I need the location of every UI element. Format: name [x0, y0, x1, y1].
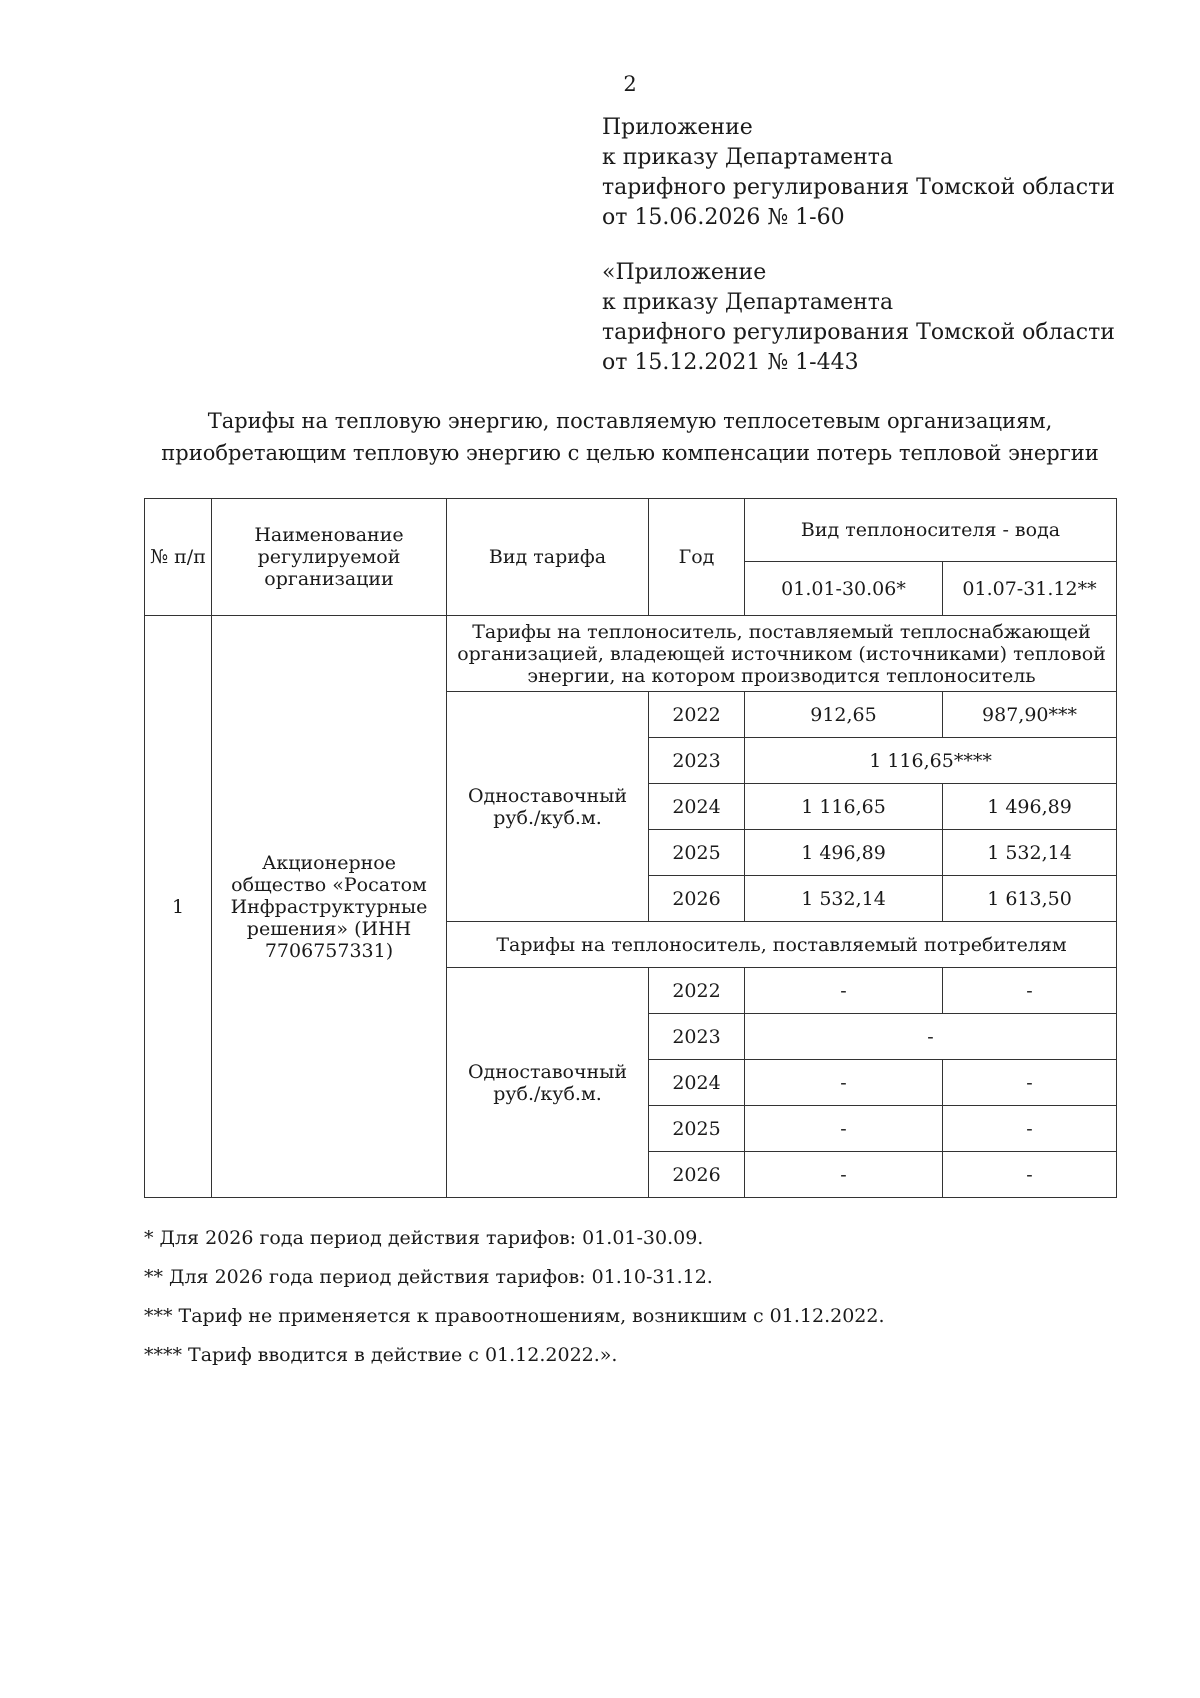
year-cell: 2024	[649, 784, 745, 830]
header-num: № п/п	[145, 499, 212, 616]
year-cell: 2025	[649, 1106, 745, 1152]
appendix-previous-header	[602, 258, 1115, 378]
header-tariff-type: Вид тарифа	[447, 499, 649, 616]
value-cell: 1 496,89	[745, 830, 943, 876]
header-period-2: 01.07-31.12**	[943, 562, 1117, 616]
year-cell: 2024	[649, 1060, 745, 1106]
value-cell: 987,90***	[943, 692, 1117, 738]
appendix-line: «Приложение	[602, 260, 767, 285]
value-cell: -	[745, 1152, 943, 1198]
footnote: ** Для 2026 года период действия тарифов: 01.10-31.12.	[144, 1266, 713, 1288]
value-cell: -	[745, 968, 943, 1014]
value-cell: 912,65	[745, 692, 943, 738]
title-line: приобретающим тепловую энергию с целью компенсации потерь тепловой энергии	[161, 441, 1099, 465]
footnote: *** Тариф не применяется к правоотношениям, возникшим с 01.12.2022.	[144, 1305, 885, 1327]
header-row	[145, 499, 1117, 562]
appendix-line: к приказу Департамента	[602, 290, 894, 315]
appendix-line: тарифного регулирования Томской области	[602, 175, 1115, 200]
tariff-table	[144, 498, 1117, 1198]
value-cell: 1 613,50	[943, 876, 1117, 922]
value-cell: -	[745, 1060, 943, 1106]
header-org: Наименование регулируемой организации	[212, 499, 447, 616]
year-cell: 2026	[649, 876, 745, 922]
value-cell-merged: -	[745, 1014, 1117, 1060]
header-year: Год	[649, 499, 745, 616]
value-cell: -	[943, 1106, 1117, 1152]
section-title-row	[145, 616, 1117, 692]
document-title	[100, 405, 1160, 469]
value-cell-merged: 1 116,65****	[745, 738, 1117, 784]
value-cell: -	[943, 1152, 1117, 1198]
footnote: * Для 2026 года период действия тарифов: 01.01-30.09.	[144, 1227, 704, 1249]
value-cell: 1 496,89	[943, 784, 1117, 830]
value-cell: -	[745, 1106, 943, 1152]
appendix-line: тарифного регулирования Томской области	[602, 320, 1115, 345]
year-cell: 2023	[649, 738, 745, 784]
year-cell: 2023	[649, 1014, 745, 1060]
tariff-type-cell: Одноставочный руб./куб.м.	[447, 692, 649, 922]
appendix-line: Приложение	[602, 115, 753, 140]
title-line: Тарифы на тепловую энергию, поставляемую теплосетевым организациям,	[207, 409, 1053, 433]
value-cell: -	[943, 968, 1117, 1014]
footnotes	[144, 1225, 885, 1381]
value-cell: 1 532,14	[943, 830, 1117, 876]
appendix-line: от 15.12.2021 № 1-443	[602, 350, 859, 375]
year-cell: 2022	[649, 968, 745, 1014]
row-number: 1	[145, 616, 212, 1198]
year-cell: 2022	[649, 692, 745, 738]
year-cell: 2026	[649, 1152, 745, 1198]
value-cell: 1 532,14	[745, 876, 943, 922]
section-title: Тарифы на теплоноситель, поставляемый потребителям	[447, 922, 1117, 968]
header-carrier: Вид теплоносителя - вода	[745, 499, 1117, 562]
value-cell: 1 116,65	[745, 784, 943, 830]
appendix-current-header	[602, 113, 1115, 233]
org-name: Акционерное общество «Росатом Инфраструктурные решения» (ИНН 7706757331)	[212, 616, 447, 1198]
appendix-line: от 15.06.2026 № 1-60	[602, 205, 845, 230]
page-number: 2	[623, 72, 637, 96]
appendix-line: к приказу Департамента	[602, 145, 894, 170]
header-period-1: 01.01-30.06*	[745, 562, 943, 616]
tariff-type-cell: Одноставочный руб./куб.м.	[447, 968, 649, 1198]
section-title: Тарифы на теплоноситель, поставляемый теплоснабжающей организацией, владеющей источником (источниками) тепловой энергии, на котором производится теплоноситель	[447, 616, 1117, 692]
value-cell: -	[943, 1060, 1117, 1106]
year-cell: 2025	[649, 830, 745, 876]
footnote: **** Тариф вводится в действие с 01.12.2022.».	[144, 1344, 618, 1366]
